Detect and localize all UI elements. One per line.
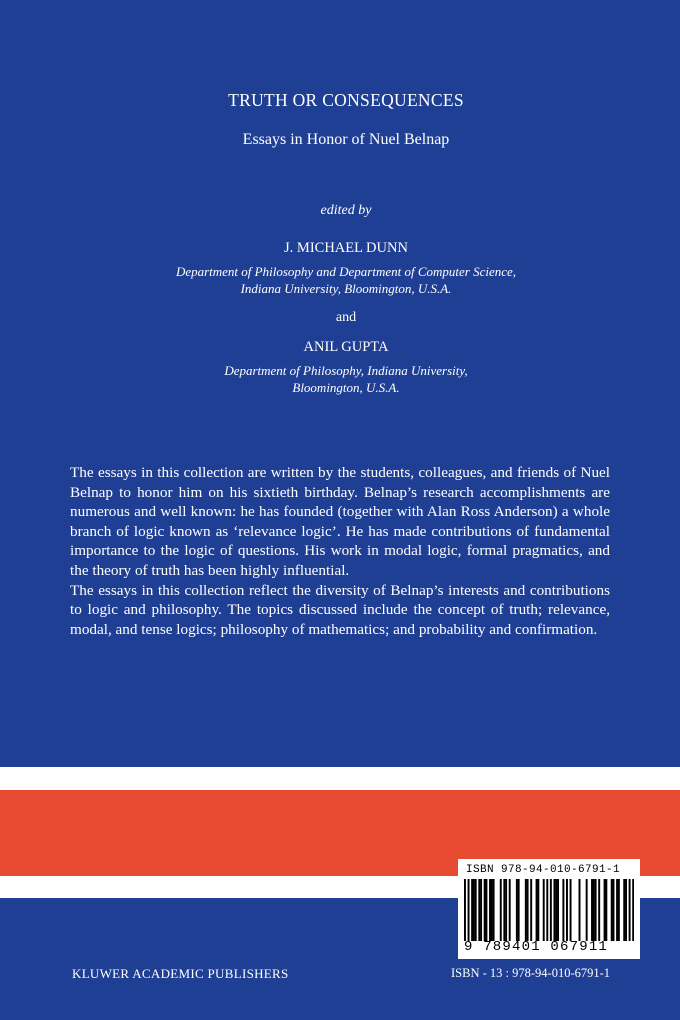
barcode-bar	[480, 879, 482, 941]
barcode-isbn-label: ISBN 978-94-010-6791-1	[466, 864, 621, 876]
barcode-bar	[484, 879, 486, 941]
barcode-bars	[464, 879, 634, 941]
editor-2-affiliation	[6, 362, 680, 396]
editor-2-name: ANIL GUPTA	[303, 339, 389, 355]
edited-by-label: edited by	[320, 203, 372, 218]
barcode-bar	[543, 879, 545, 941]
barcode-bar	[562, 879, 564, 941]
blurb-paragraph: The essays in this collection reflect the diversity of Belnap’s interests and contributions to logic and philosophy. The topics discussed include the concept of truth; relevance, modal, and tense logics; philosophy of mathematics; and probability and confirmation.	[70, 581, 610, 638]
barcode-bar	[536, 879, 538, 941]
book-title: TRUTH OR CONSEQUENCES	[228, 90, 464, 110]
barcode-bar	[464, 879, 466, 941]
barcode-box	[458, 859, 640, 959]
barcode-bar	[537, 879, 539, 941]
barcode-bar	[509, 879, 511, 941]
editor-2-affiliation-line: Bloomington, U.S.A.	[292, 380, 400, 395]
barcode-bar	[493, 879, 495, 941]
barcode-bar	[473, 879, 475, 941]
barcode-bar	[566, 879, 568, 941]
barcode-bar	[530, 879, 532, 941]
barcode-bar	[591, 879, 593, 941]
barcode-bar	[605, 879, 607, 941]
editor-2-affiliation-line: Department of Philosophy, Indiana University,	[224, 363, 468, 378]
barcode-bar	[503, 879, 505, 941]
barcode-bar	[471, 879, 473, 941]
barcode-bar	[489, 879, 491, 941]
barcode-digits: 9 789401 067911	[464, 939, 609, 955]
barcode-bar	[516, 879, 518, 941]
barcode-bar	[629, 879, 631, 941]
barcode-bar	[546, 879, 548, 941]
barcode-bar	[623, 879, 625, 941]
editor-1-name: J. MICHAEL DUNN	[284, 240, 408, 256]
barcode-bar	[550, 879, 552, 941]
editor-1-affiliation-line: Indiana University, Bloomington, U.S.A.	[240, 281, 452, 296]
barcode-bar	[500, 879, 502, 941]
barcode-bar	[485, 879, 487, 941]
barcode-bar	[527, 879, 529, 941]
barcode-bar	[553, 879, 555, 941]
barcode-bar	[579, 879, 581, 941]
barcode-bar	[593, 879, 595, 941]
blurb	[70, 463, 610, 639]
barcode-bar	[595, 879, 597, 941]
barcode-bar	[525, 879, 527, 941]
white-stripe-upper	[0, 767, 680, 790]
barcode-bar	[613, 879, 615, 941]
barcode-bar	[505, 879, 507, 941]
barcode-bar	[604, 879, 606, 941]
barcode-bar	[598, 879, 600, 941]
editor-1-affiliation	[6, 263, 680, 297]
barcode-bar	[557, 879, 559, 941]
barcode-bar	[616, 879, 618, 941]
and-label: and	[335, 310, 357, 325]
barcode-bar	[611, 879, 613, 941]
book-subtitle: Essays in Honor of Nuel Belnap	[242, 131, 450, 148]
blurb-paragraph: The essays in this collection are written by the students, colleagues, and friends of Nuel Belnap to honor him on his sixtieth birthday. Belnap’s research accomplishments are numerous and well known: he has founded (together with Alan Ross Anderson) a whole branch of logic known as ‘relevance logic’. He has made contributions of fundamental importance to the logic of questions. His work in modal logic, formal pragmatics, and the theory of truth has been highly influential.	[70, 464, 610, 579]
editor-1-affiliation-line: Department of Philosophy and Department of Computer Science,	[175, 264, 517, 279]
barcode-bar	[478, 879, 480, 941]
barcode-bar	[625, 879, 627, 941]
barcode-bar	[491, 879, 493, 941]
publisher-name: KLUWER ACADEMIC PUBLISHERS	[72, 966, 289, 981]
barcode-bar	[518, 879, 520, 941]
barcode-bar	[555, 879, 557, 941]
isbn-footer: ISBN - 13 : 978-94-010-6791-1	[451, 966, 611, 980]
barcode-bar	[570, 879, 572, 941]
barcode-bar	[586, 879, 588, 941]
barcode-bar	[632, 879, 634, 941]
barcode-bar	[618, 879, 620, 941]
barcode-bar	[468, 879, 470, 941]
barcode-bar	[475, 879, 477, 941]
